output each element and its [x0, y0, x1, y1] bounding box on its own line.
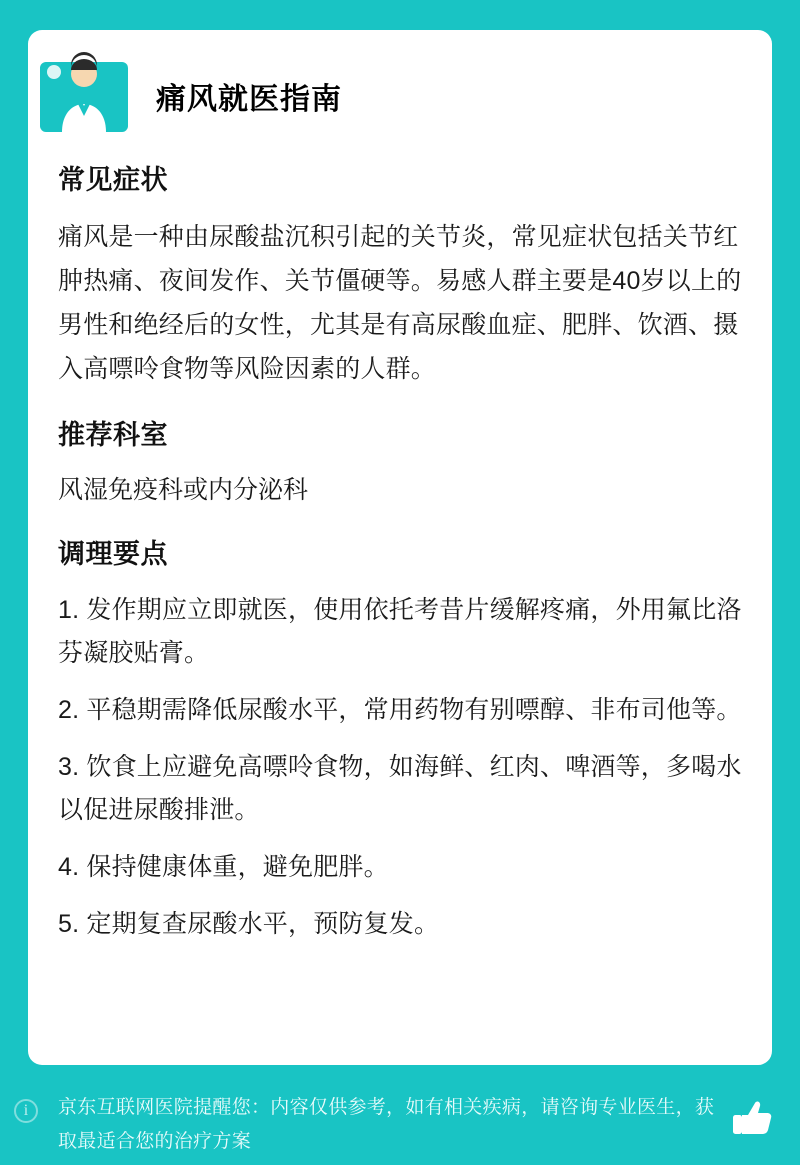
list-item: 2. 平稳期需降低尿酸水平，常用药物有别嘌醇、非布司他等。	[58, 696, 742, 724]
guide-card	[28, 30, 772, 1065]
page-title: 痛风就医指南	[156, 83, 342, 116]
doctor-avatar-icon	[38, 44, 130, 136]
symptoms-text: 痛风是一种由尿酸盐沉积引起的关节炎，常见症状包括关节红肿热痛、夜间发作、关节僵硬等。易感人群主要是40岁以上的男性和绝经后的女性，尤其是有高尿酸血症、肥胖、饮酒、摄入高嘌呤食物等风险因素的人群。	[58, 223, 742, 383]
disclaimer-text: 京东互联网医院提醒您：内容仅供参考，如有相关疾病，请咨询专业医生，获取最适合您的治疗方案	[58, 1097, 715, 1152]
list-item: 3. 饮食上应避免高嘌呤食物，如海鲜、红肉、啤酒等，多喝水以促进尿酸排泄。	[58, 753, 742, 824]
symptoms-heading: 常见症状	[58, 165, 168, 195]
tips-heading: 调理要点	[58, 539, 168, 569]
list-item: 1. 发作期应立即就医，使用依托考昔片缓解疼痛，外用氟比洛芬凝胶贴膏。	[58, 596, 742, 667]
department-text: 风湿免疫科或内分泌科	[58, 476, 309, 504]
list-item: 4. 保持健康体重，避免肥胖。	[58, 853, 389, 881]
department-heading: 推荐科室	[58, 420, 168, 450]
guide-content	[58, 140, 746, 960]
info-icon: i	[14, 1099, 38, 1123]
thumbs-up-icon[interactable]	[728, 1095, 774, 1141]
footer	[0, 1065, 800, 1165]
list-item: 5. 定期复查尿酸水平，预防复发。	[58, 910, 440, 938]
tips-list	[58, 589, 746, 946]
